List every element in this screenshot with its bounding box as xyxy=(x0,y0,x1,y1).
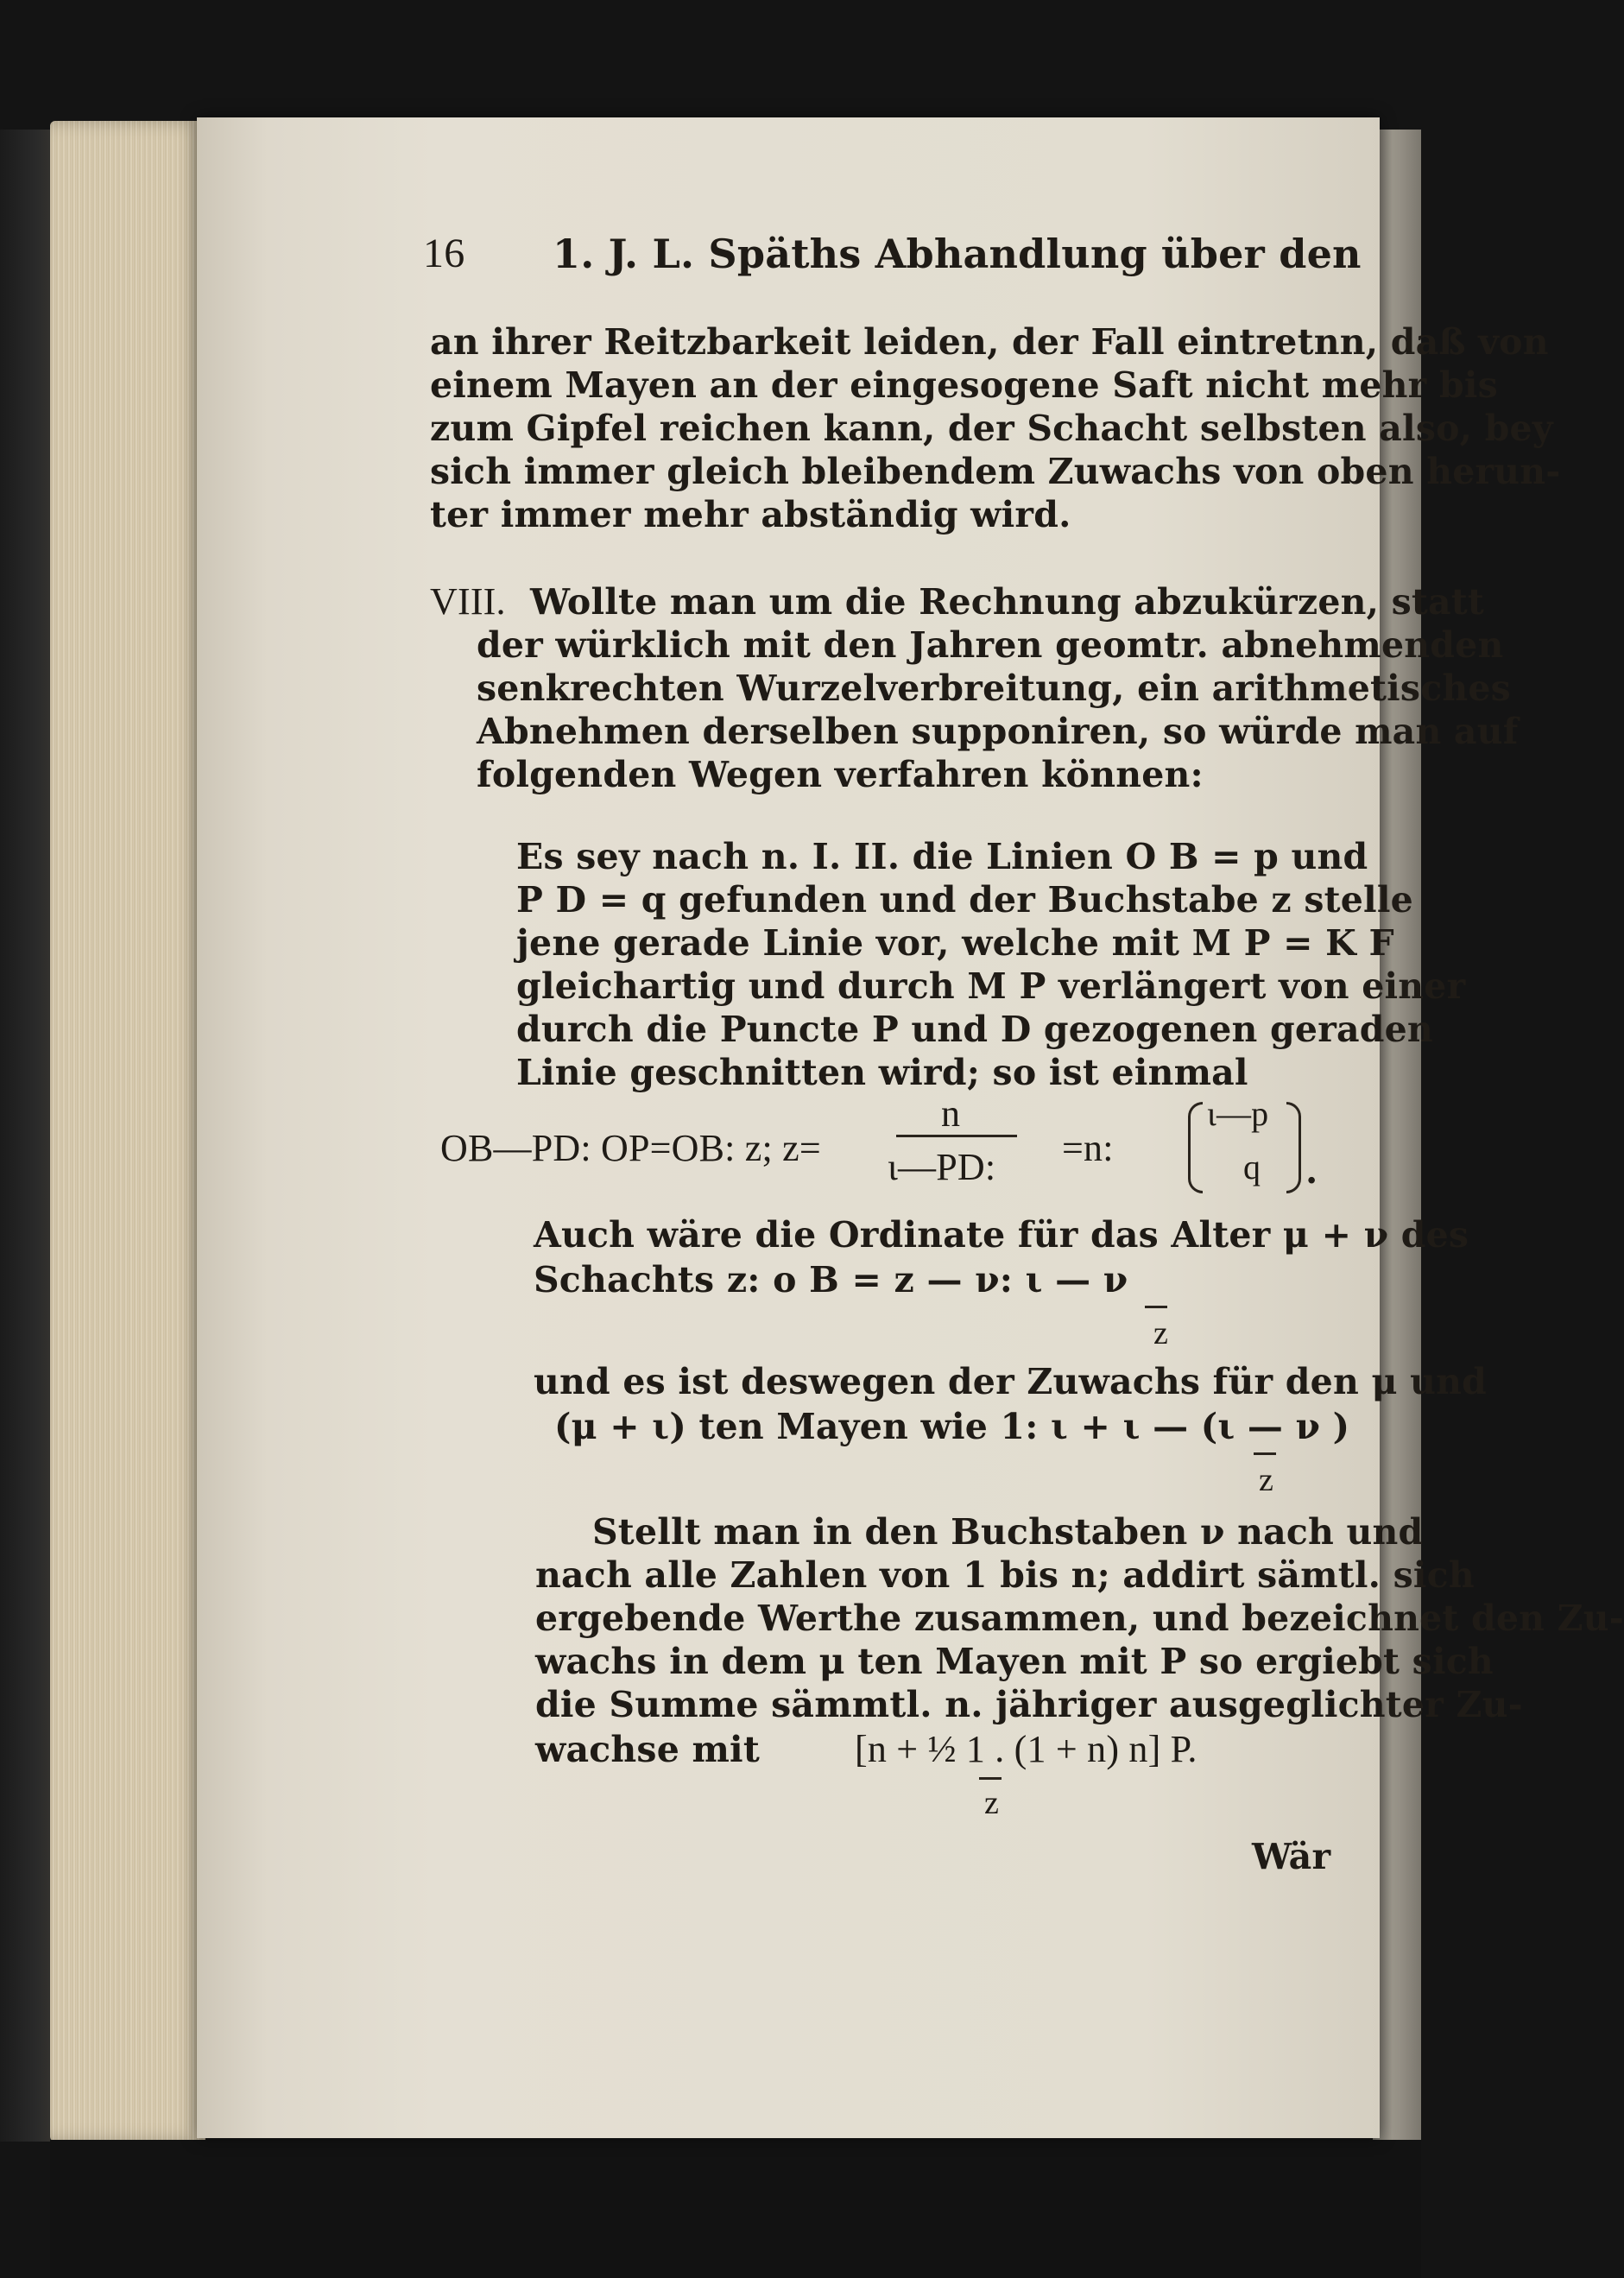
text-line: Linie geschnitten wird; so ist einmal xyxy=(516,1052,1248,1093)
text-line: ergebende Werthe zusammen, und bezeichnet den Zu- xyxy=(535,1598,1624,1639)
formula-denominator: z xyxy=(1259,1462,1274,1498)
background-shadow xyxy=(50,2140,1421,2278)
fraction-bar xyxy=(979,1777,1002,1780)
text-line: durch die Puncte P und D gezogenen geraden xyxy=(516,1009,1433,1050)
formula-numerator: n xyxy=(941,1092,961,1135)
text-line: folgenden Wegen verfahren können: xyxy=(477,754,1204,795)
text-line: ter immer mehr abständig wird. xyxy=(430,494,1071,535)
bracket-top: ι—p xyxy=(1207,1094,1269,1133)
catchword: Wär xyxy=(1252,1836,1331,1877)
text-line: an ihrer Reitzbarkeit leiden, der Fall eintretnn, daß von xyxy=(430,321,1549,363)
text-line: zum Gipfel reichen kann, der Schacht selbsten also, bey xyxy=(430,408,1553,449)
fraction-bar xyxy=(1254,1452,1276,1455)
formula-denominator: ι—PD: xyxy=(888,1146,996,1188)
text-line: einem Mayen an der eingesogene Saft nicht mehr bis xyxy=(430,364,1498,406)
text-line: P D = q gefunden und der Buchstabe z stelle xyxy=(516,879,1413,921)
formula-equals: =n: xyxy=(1062,1127,1114,1169)
text-line: der würklich mit den Jahren geomtr. abnehmenden xyxy=(477,624,1504,666)
fraction-bar xyxy=(1145,1306,1167,1308)
sum-formula: [n + ½ 1 . (1 + n) n] P. xyxy=(855,1728,1197,1770)
text-line: Schachts z: o B = z — ν: ι — ν xyxy=(534,1259,1128,1300)
text-line: wachse mit xyxy=(535,1729,760,1770)
text-line: senkrechten Wurzelverbreitung, ein arithmetisches xyxy=(477,668,1511,709)
text-line: sich immer gleich bleibendem Zuwachs von oben herun- xyxy=(430,451,1561,492)
bracket-bottom: q xyxy=(1243,1148,1261,1186)
fraction-bar xyxy=(896,1135,1017,1137)
text-line: gleichartig und durch M P verlängert von einer xyxy=(516,965,1466,1007)
text-line: wachs in dem μ ten Mayen mit P so ergiebt sich xyxy=(535,1641,1494,1682)
left-bracket xyxy=(1188,1102,1203,1193)
formula-denominator: z xyxy=(984,1785,1000,1821)
text-line: (μ + ι) ten Mayen wie 1: ι + ι — (ι — ν ) xyxy=(554,1406,1350,1447)
right-bracket xyxy=(1286,1102,1301,1193)
text-line: Wollte man um die Rechnung abzukürzen, statt xyxy=(530,581,1485,623)
page-edges xyxy=(50,121,205,2142)
page-number: 16 xyxy=(423,231,465,276)
text-line: Stellt man in den Buchstaben ν nach und xyxy=(592,1511,1424,1553)
formula-left: OB—PD: OP=OB: z; z= xyxy=(440,1127,821,1169)
text-line: Auch wäre die Ordinate für das Alter μ + ν des xyxy=(534,1214,1469,1256)
text-line: jene gerade Linie vor, welche mit M P = K F xyxy=(516,922,1394,964)
section-numeral: VIII. xyxy=(430,580,506,623)
book-page xyxy=(197,117,1624,2138)
text-line: die Summe sämmtl. n. jähriger ausgeglichter Zu- xyxy=(535,1684,1523,1725)
formula-end: . xyxy=(1305,1150,1318,1192)
running-title: 1. J. L. Späths Abhandlung über den xyxy=(553,231,1362,277)
text-line: Abnehmen derselben supponiren, so würde man auf xyxy=(477,711,1519,752)
text-line: nach alle Zahlen von 1 bis n; addirt sämtl. sich xyxy=(535,1554,1475,1596)
formula-denominator: z xyxy=(1153,1315,1169,1351)
text-line: und es ist deswegen der Zuwachs für den μ und xyxy=(534,1361,1488,1402)
text-line: Es sey nach n. I. II. die Linien O B = p und xyxy=(516,836,1368,877)
